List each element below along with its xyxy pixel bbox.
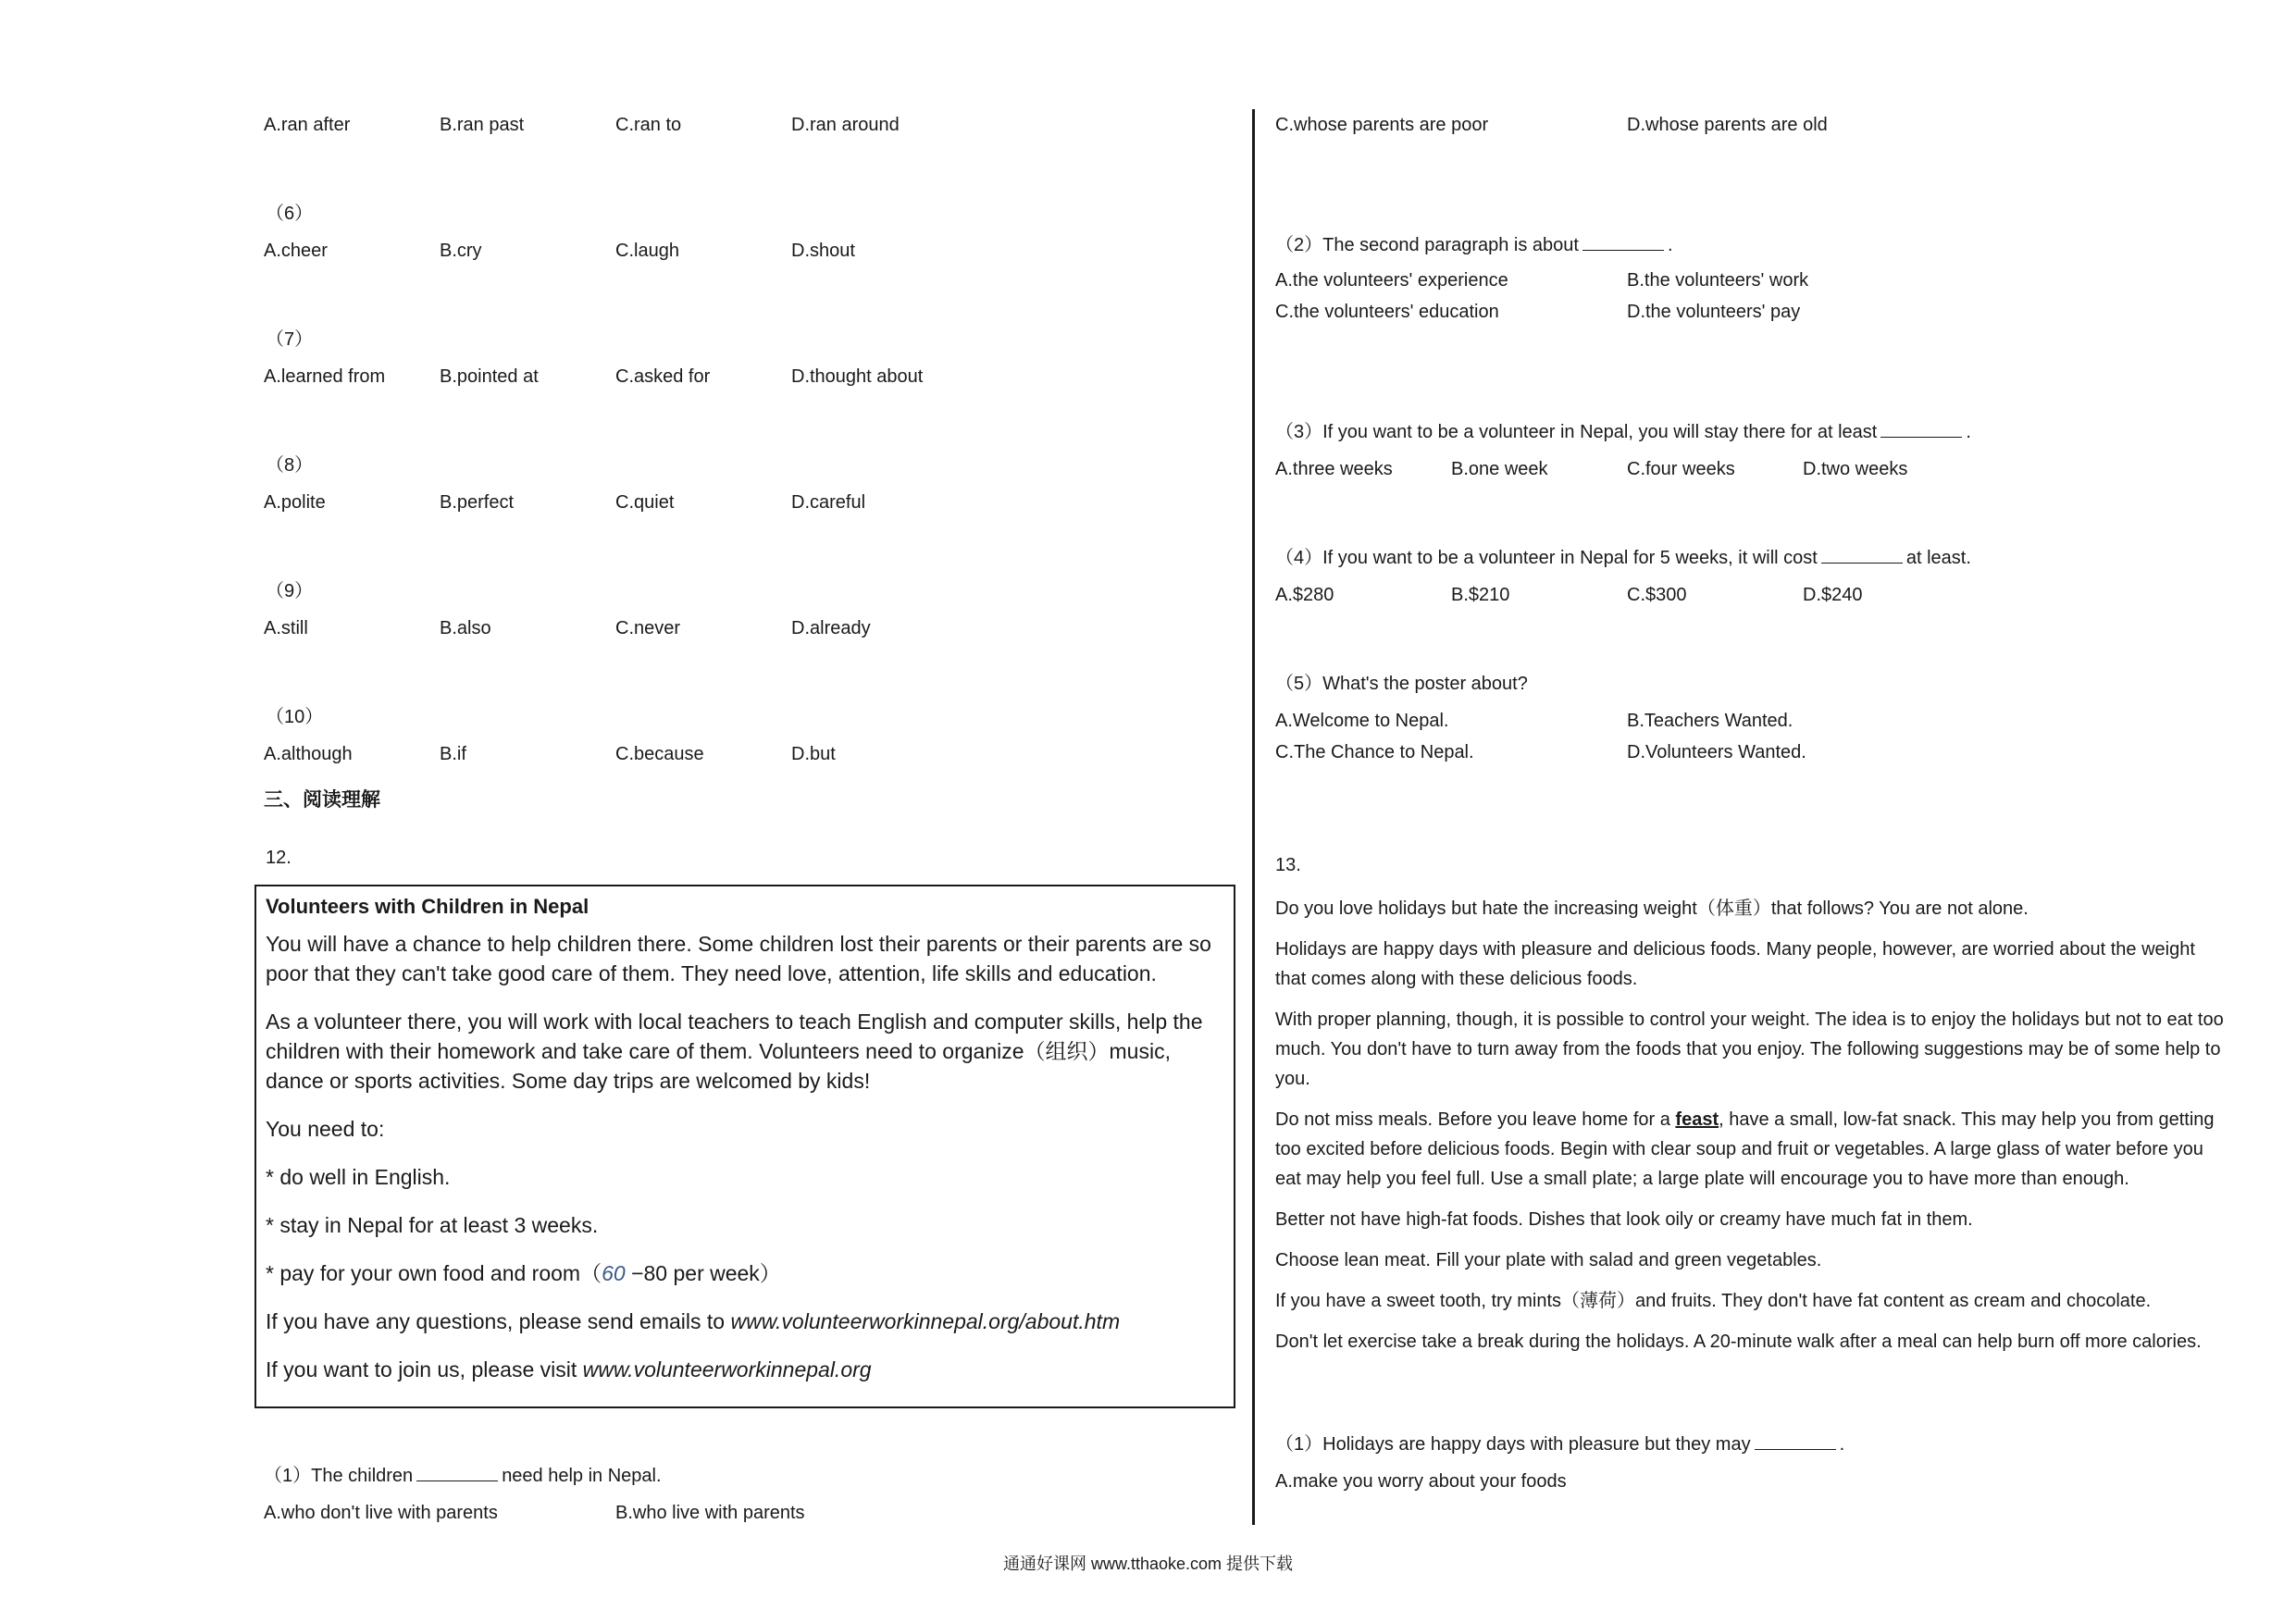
option-d: D.thought about bbox=[791, 366, 924, 387]
option-c: C.quiet bbox=[615, 492, 675, 513]
option-b: B.ran past bbox=[440, 115, 525, 135]
column-divider bbox=[1252, 109, 1255, 1525]
option-a: A.still bbox=[264, 618, 308, 638]
option-d: D.whose parents are old bbox=[1627, 115, 1828, 135]
passage-paragraph-7: If you have a sweet tooth, try mints（薄荷）and fruits. They don't have fat content as cream and chocolate. bbox=[1275, 1291, 2152, 1311]
option-b: B.also bbox=[440, 618, 491, 638]
option-b: B.who live with parents bbox=[615, 1503, 805, 1523]
option-d: D.already bbox=[791, 618, 871, 638]
feast-word: feast bbox=[1675, 1109, 1719, 1130]
answer-blank bbox=[1755, 1432, 1836, 1450]
join-link[interactable]: www.volunteerworkinnepal.org bbox=[582, 1357, 872, 1381]
option-d: D.but bbox=[791, 744, 836, 764]
email-link[interactable]: www.volunteerworkinnepal.org/about.htm bbox=[730, 1309, 1121, 1333]
option-c: C.never bbox=[615, 618, 681, 638]
option-a: A.Welcome to Nepal. bbox=[1275, 711, 1449, 731]
q9-number: （9） bbox=[266, 581, 314, 601]
answer-blank bbox=[416, 1464, 498, 1481]
poster-paragraph-3: You need to: bbox=[266, 1117, 385, 1141]
option-b: B.$210 bbox=[1451, 585, 1510, 605]
passage-paragraph-4: Do not miss meals. Before you leave home for a feast, have a small, low-fat snack. This may help you from getting too excited before delicious foods. Begin with clear soup and fruit or vegetables. A large glass of water before you eat may help you feel full. Use a small plate; a large plate will encourage you to have more than enough. bbox=[1275, 1109, 2215, 1189]
poster-paragraph-2: As a volunteer there, you will work with local teachers to teach English and computer skills, help the children with their homework and take care of them. Volunteers need to organize（组织）music, dance or sports activities. Some day trips are welcomed by kids! bbox=[266, 1010, 1203, 1093]
passage-paragraph-1: Do you love holidays but hate the increasing weight（体重）that follows? You are not alone. bbox=[1275, 898, 2029, 919]
passage-paragraph-6: Choose lean meat. Fill your plate with salad and green vegetables. bbox=[1275, 1250, 1822, 1270]
option-a: A.the volunteers' experience bbox=[1275, 270, 1508, 291]
option-c: C.asked for bbox=[615, 366, 711, 387]
q10-number: （10） bbox=[266, 707, 324, 727]
option-d: D.careful bbox=[791, 492, 866, 513]
option-c: C.because bbox=[615, 744, 704, 764]
answer-blank bbox=[1821, 546, 1903, 564]
option-b: B.the volunteers' work bbox=[1627, 270, 1809, 291]
q12-number: 12. bbox=[266, 848, 292, 868]
poster-email-line: If you have any questions, please send emails to www.volunteerworkinnepal.org/about.htm bbox=[266, 1309, 1121, 1333]
option-d: D.$240 bbox=[1803, 585, 1863, 605]
option-c: C.four weeks bbox=[1627, 459, 1735, 479]
option-a: A.who don't live with parents bbox=[264, 1503, 498, 1523]
option-c: C.The Chance to Nepal. bbox=[1275, 742, 1474, 762]
poster-title: Volunteers with Children in Nepal bbox=[266, 895, 590, 918]
option-b: B.pointed at bbox=[440, 366, 539, 387]
q7-number: （7） bbox=[266, 329, 314, 350]
option-a: A.make you worry about your foods bbox=[1275, 1471, 1567, 1492]
option-c: C.ran to bbox=[615, 115, 682, 135]
option-d: D.Volunteers Wanted. bbox=[1627, 742, 1806, 762]
q12-1-stem: （1）The children need help in Nepal. bbox=[264, 1466, 662, 1486]
q13-passage bbox=[1275, 894, 2228, 1368]
q12-5-stem: （5）What's the poster about? bbox=[1275, 674, 1528, 694]
poster-requirement-1: * do well in English. bbox=[266, 1165, 451, 1189]
option-a: A.three weeks bbox=[1275, 459, 1393, 479]
option-a: A.cheer bbox=[264, 241, 328, 261]
q12-4-stem: （4）If you want to be a volunteer in Nepal for 5 weeks, it will cost at least. bbox=[1275, 548, 1971, 568]
passage-paragraph-8: Don't let exercise take a break during the holidays. A 20-minute walk after a meal can help burn off more calories. bbox=[1275, 1332, 2202, 1352]
option-b: B.Teachers Wanted. bbox=[1627, 711, 1793, 731]
option-b: B.perfect bbox=[440, 492, 515, 513]
passage-paragraph-3: With proper planning, though, it is possible to control your weight. The idea is to enjoy the holidays but not to eat too much. You don't have to turn away from the foods that you enjoy. The following suggestions may be of some help to you. bbox=[1275, 1010, 2224, 1089]
option-c: C.whose parents are poor bbox=[1275, 115, 1489, 135]
option-c: C.$300 bbox=[1627, 585, 1687, 605]
option-a: A.although bbox=[264, 744, 353, 764]
poster-paragraph-1: You will have a chance to help children there. Some children lost their parents or their parents are so poor that they can't take good care of them. They need love, attention, life skills and education. bbox=[266, 932, 1211, 985]
q8-number: （8） bbox=[266, 455, 314, 476]
q13-1-stem: （1）Holidays are happy days with pleasure but they may . bbox=[1275, 1434, 1845, 1455]
option-b: B.one week bbox=[1451, 459, 1548, 479]
option-a: A.ran after bbox=[264, 115, 351, 135]
poster-requirement-3: * pay for your own food and room（60 −80 per week） bbox=[266, 1261, 781, 1285]
option-d: D.the volunteers' pay bbox=[1627, 302, 1801, 322]
option-b: B.cry bbox=[440, 241, 482, 261]
q12-3-stem: （3）If you want to be a volunteer in Nepal, you will stay there for at least . bbox=[1275, 422, 1971, 442]
q13-number: 13. bbox=[1275, 855, 1301, 875]
option-c: C.laugh bbox=[615, 241, 679, 261]
option-a: A.learned from bbox=[264, 366, 386, 387]
option-a: A.polite bbox=[264, 492, 326, 513]
poster-box bbox=[254, 885, 1235, 1408]
poster-join-line: If you want to join us, please visit www.volunteerworkinnepal.org bbox=[266, 1357, 872, 1381]
q12-2-stem: （2）The second paragraph is about . bbox=[1275, 235, 1673, 255]
passage-paragraph-5: Better not have high-fat foods. Dishes that look oily or creamy have much fat in them. bbox=[1275, 1209, 1973, 1230]
poster-requirement-2: * stay in Nepal for at least 3 weeks. bbox=[266, 1213, 599, 1237]
passage-paragraph-2: Holidays are happy days with pleasure and delicious foods. Many people, however, are worried about the weight that comes along with these delicious foods. bbox=[1275, 939, 2195, 989]
answer-blank bbox=[1880, 420, 1962, 438]
option-a: A.$280 bbox=[1275, 585, 1334, 605]
option-d: D.ran around bbox=[791, 115, 900, 135]
q6-number: （6） bbox=[266, 204, 314, 224]
option-d: D.shout bbox=[791, 241, 855, 261]
option-b: B.if bbox=[440, 744, 466, 764]
option-c: C.the volunteers' education bbox=[1275, 302, 1499, 322]
option-d: D.two weeks bbox=[1803, 459, 1908, 479]
answer-blank bbox=[1582, 233, 1664, 251]
page-footer: 通通好课网 www.tthaoke.com 提供下载 bbox=[1002, 1555, 1294, 1573]
section-title-reading: 三、阅读理解 bbox=[264, 789, 380, 811]
